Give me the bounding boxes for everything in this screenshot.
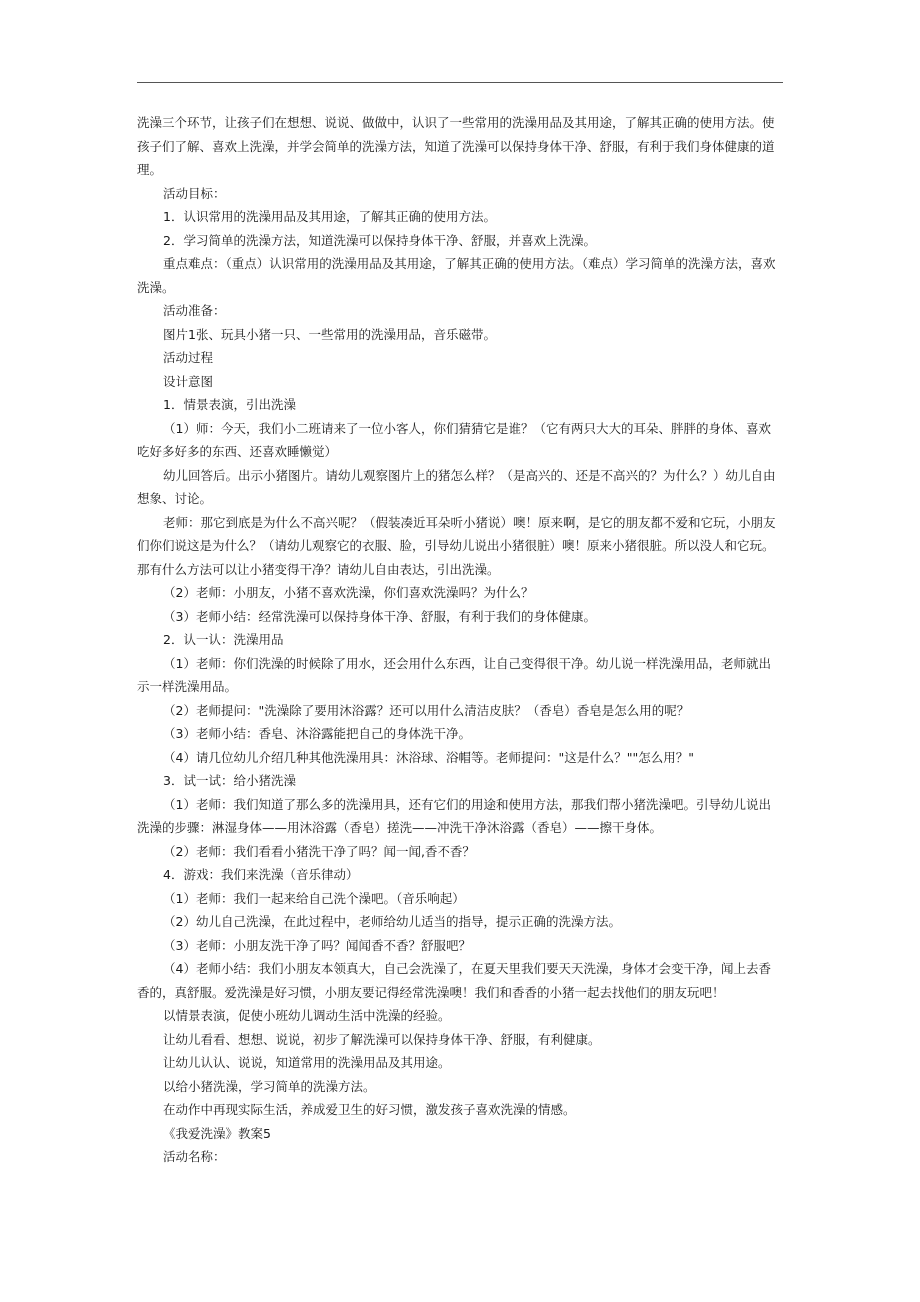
prep-items: 图片1张、玩具小猪一只、一些常用的洗澡用品，音乐磁带。 [163, 326, 496, 342]
step-paragraph: （1）师：今天，我们小二班请来了一位小客人，你们猜猜它是谁？（它有两只大大的耳朵、胖胖的身体、喜欢吃好多好多的东西、还喜欢睡懒觉） [137, 420, 771, 459]
header-rule [137, 82, 783, 83]
step-heading: 4．游戏：我们来洗澡（音乐律动） [163, 867, 359, 882]
step-line: （3）老师小结：香皂、沐浴露能把自己的身体洗干净。 [163, 726, 471, 741]
goal-heading: 活动目标： [163, 185, 226, 201]
prep-heading: 活动准备： [163, 303, 226, 318]
step-line: （2）老师：小朋友，小猪不喜欢洗澡，你们喜欢洗澡吗？为什么？ [163, 585, 534, 600]
lesson-title: 《我爱洗澡》教案5 [163, 1125, 271, 1141]
step-heading: 2．认一认：洗澡用品 [163, 632, 284, 647]
step-line: （1）老师：我们一起来给自己洗个澡吧。（音乐响起） [163, 890, 465, 906]
goal-item: 1．认识常用的洗澡用品及其用途，了解其正确的使用方法。 [163, 209, 496, 224]
step-paragraph: （4）老师小结：我们小朋友本领真大，自己会洗澡了，在夏天里我们要天天洗澡，身体才会变干净，闻上去香香的，真舒服。爱洗澡是好习惯，小朋友要记得经常洗澡噢！我们和香香的小猪一起去找他们的朋友玩吧！ [137, 961, 771, 1000]
goal-item: 2．学习简单的洗澡方法，知道洗澡可以保持身体干净、舒服，并喜欢上洗澡。 [163, 232, 596, 248]
design-intent-line: 让幼儿认认、说说，知道常用的洗澡用品及其用途。 [163, 1055, 451, 1070]
design-intent-line: 以给小猪洗澡，学习简单的洗澡方法。 [163, 1078, 376, 1094]
step-paragraph: （1）老师：你们洗澡的时候除了用水，还会用什么东西，让自己变得很干净。幼儿说一样洗澡用品，老师就出示一样洗澡用品。 [137, 655, 771, 694]
step-line: （3）老师小结：经常洗澡可以保持身体干净、舒服，有利于我们的身体健康。 [163, 608, 596, 624]
step-line: （2）幼儿自己洗澡，在此过程中，老师给幼儿适当的指导，提示正确的洗澡方法。 [163, 914, 621, 929]
step-line: （4）请几位幼儿介绍几种其他洗澡用具：沐浴球、浴帽等。老师提问："这是什么？""怎么用？" [163, 749, 694, 765]
intro-paragraph: 洗澡三个环节，让孩子们在想想、说说、做做中，认识了一些常用的洗澡用品及其用途，了解其正确的使用方法。使孩子们了解、喜欢上洗澡，并学会简单的洗澡方法，知道了洗澡可以保持身体干净、舒服，有利于我们身体健康的道理。 [137, 115, 775, 177]
step-line: （2）老师提问："洗澡除了要用沐浴露？还可以用什么清洁皮肤？（香皂）香皂是怎么用的呢？ [163, 702, 690, 718]
process-heading: 活动过程 [163, 350, 214, 365]
design-heading: 设计意图 [163, 373, 214, 389]
step-heading: 3．试一试：给小猪洗澡 [163, 773, 296, 788]
design-intent-line: 让幼儿看看、想想、说说，初步了解洗澡可以保持身体干净、舒服，有利健康。 [163, 1031, 601, 1047]
design-intent-line: 以情景表演，促使小班幼儿调动生活中洗澡的经验。 [163, 1008, 451, 1023]
step-heading: 1．情景表演，引出洗澡 [163, 397, 296, 412]
document-body [137, 111, 783, 1169]
step-paragraph: （1）老师：我们知道了那么多的洗澡用具，还有它们的用途和使用方法，那我们帮小猪洗澡吧。引导幼儿说出洗澡的步骤：淋湿身体——用沐浴露（香皂）搓洗——冲洗干净沐浴露（香皂）——擦干身体。 [137, 796, 771, 835]
activity-name-label: 活动名称： [163, 1149, 226, 1164]
design-intent-line: 在动作中再现实际生活，养成爱卫生的好习惯，激发孩子喜欢洗澡的情感。 [163, 1102, 576, 1117]
key-points-paragraph: 重点难点：（重点）认识常用的洗澡用品及其用途，了解其正确的使用方法。（难点）学习简单的洗澡方法，喜欢洗澡。 [137, 256, 776, 295]
step-paragraph: 老师：那它到底是为什么不高兴呢？（假装凑近耳朵听小猪说）噢！原来啊，是它的朋友都不爱和它玩，小朋友们你们说这是为什么？（请幼儿观察它的衣服、脸，引导幼儿说出小猪很脏）噢！原来小猪很脏。所以没人和它玩。那有什么方法可以让小猪变得干净？请幼儿自由表达，引出洗澡。 [137, 514, 776, 577]
step-paragraph: 幼儿回答后。出示小猪图片。请幼儿观察图片上的猪怎么样？（是高兴的、还是不高兴的？为什么？）幼儿自由想象、讨论。 [137, 467, 776, 506]
step-line: （3）老师：小朋友洗干净了吗？闻闻香不香？舒服吧？ [163, 937, 471, 953]
step-line: （2）老师：我们看看小猪洗干净了吗？闻一闻,香不香？ [163, 843, 475, 859]
